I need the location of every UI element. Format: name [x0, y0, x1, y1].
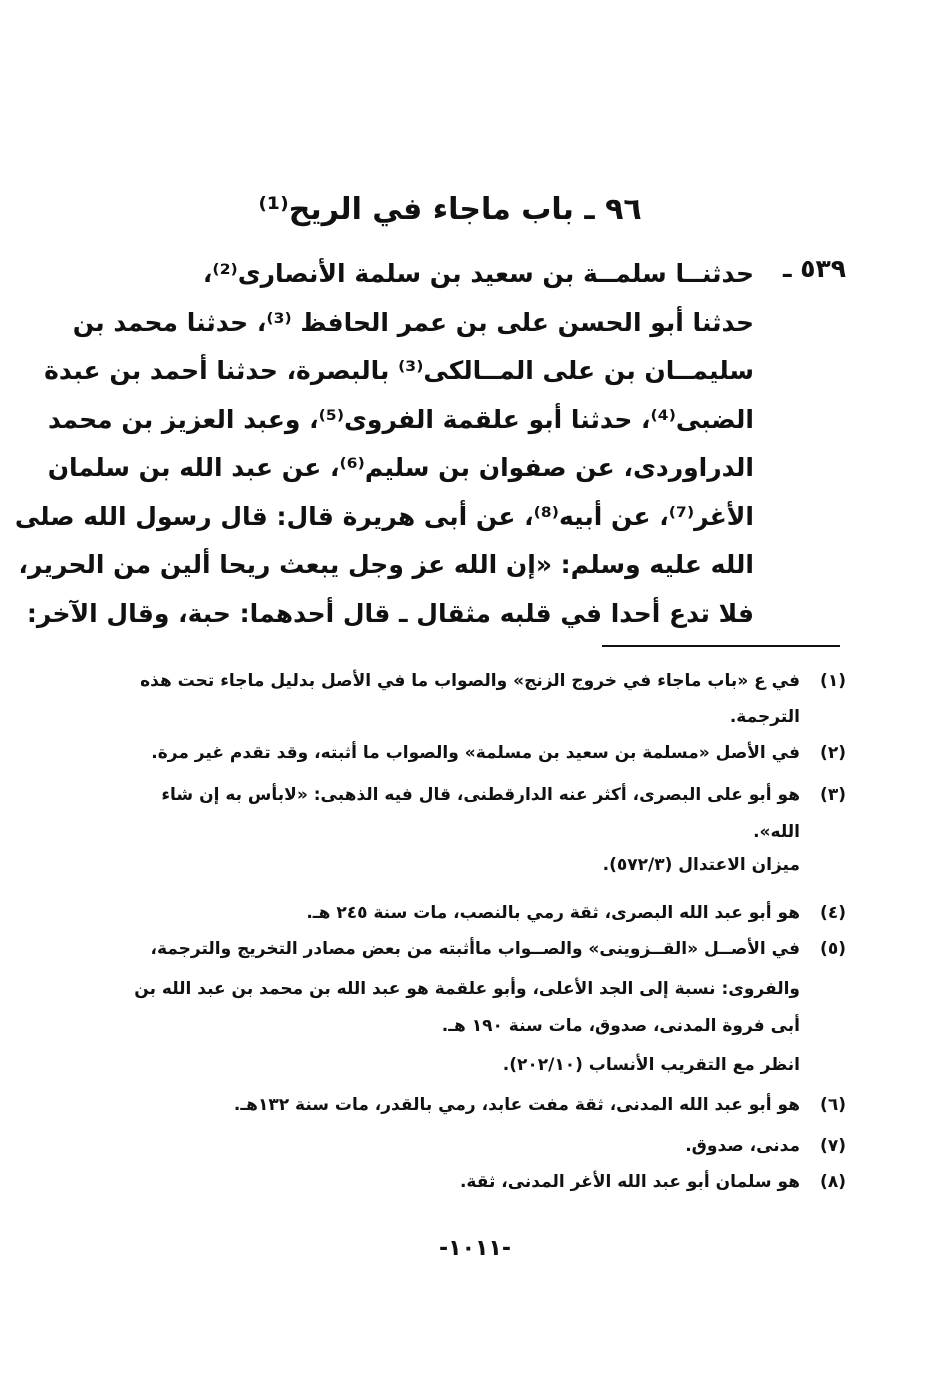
footnote-5-reference: انظر مع التقريب الأنساب (٢٠٢/١٠). — [502, 1055, 800, 1075]
footnote-3 — [161, 785, 846, 805]
footnote-number: (٣) — [820, 785, 846, 805]
hadith-number: ٥٣٩ ـ — [782, 254, 846, 283]
footnote-3-reference: ميزان الاعتدال (٥٧٢/٣). — [602, 855, 800, 875]
hadith-line: الضبى⁽⁴⁾، حدثنا أبو علقمة الفروى⁽⁵⁾، وعبد العزيز بن محمد — [47, 404, 754, 434]
footnote-text: هو أبو عبد الله البصرى، ثقة رمي بالنصب، مات سنة ٢٤٥ هـ. — [306, 903, 800, 923]
hadith-line: فلا تدع أحدا في قلبه مثقال ـ قال أحدهما: حبة، وقال الآخر: — [26, 598, 754, 628]
footnote-1-continuation: الترجمة. — [729, 707, 800, 727]
hadith-line: الأغر⁽⁷⁾، عن أبيه⁽⁸⁾، عن أبى هريرة قال: قال رسول الله صلى — [14, 501, 754, 531]
hadith-line: سليمــان بن على المــالكى⁽³⁾ بالبصرة، حدثنا أحمد بن عبدة — [44, 356, 754, 385]
footnote-text: هو أبو عبد الله المدنى، ثقة مفت عابد، رمي بالقدر، مات سنة ١٣٢هـ. — [233, 1095, 800, 1115]
footnote-number: (٤) — [820, 903, 846, 923]
footnote-text: هو سلمان أبو عبد الله الأغر المدنى، ثقة. — [459, 1172, 800, 1192]
footnote-1 — [140, 671, 846, 691]
footnote-text: هو أبو على البصرى، أكثر عنه الدارقطنى، قال فيه الذهبى: «لابأس به إن شاء — [161, 785, 800, 805]
footnote-7 — [685, 1136, 846, 1156]
footnote-2 — [151, 743, 846, 763]
footnote-text: في الأصــل «القــزوينى» والصــواب ماأثبته من بعض مصادر التخريج والترجمة، — [150, 939, 800, 959]
footnote-number: (٥) — [820, 939, 846, 959]
footnote-5 — [150, 939, 846, 959]
hadith-line: حدثنــا سلمــة بن سعيد بن سلمة الأنصارى⁽²⁾، — [202, 259, 754, 288]
hadith-line: حدثنا أبو الحسن على بن عمر الحافظ ⁽³⁾، حدثنا محمد بن — [72, 307, 754, 337]
footnote-3-continuation: الله». — [753, 822, 800, 842]
page-number: -١٠١١- — [439, 1236, 511, 1261]
footnote-8 — [460, 1172, 846, 1192]
footnote-number: (٢) — [820, 743, 846, 763]
hadith-line: الله عليه وسلم: «إن الله عز وجل يبعث ريحا ألين من الحرير، — [18, 550, 754, 579]
footnote-text: مدنى، صدوق. — [685, 1136, 800, 1156]
footnote-separator — [602, 645, 840, 647]
hadith-text — [14, 250, 754, 638]
hadith-line: الدراوردى، عن صفوان بن سليم⁽⁶⁾، عن عبد الله بن سلمان — [47, 453, 754, 482]
footnote-4 — [306, 903, 846, 923]
footnote-number: (٧) — [820, 1136, 846, 1156]
footnote-number: (٦) — [820, 1095, 846, 1115]
footnote-number: (٨) — [820, 1172, 846, 1192]
footnote-number: (١) — [820, 671, 846, 691]
footnote-text: في الأصل «مسلمة بن سعيد بن مسلمة» والصواب ما أثبته، وقد تقدم غير مرة. — [151, 743, 800, 763]
footnote-text: في ع «باب ماجاء في خروج الزنج» والصواب ما في الأصل بدليل ماجاء تحت هذه — [140, 671, 800, 691]
chapter-title: ٩٦ ـ باب ماجاء في الريح⁽¹⁾ — [258, 192, 642, 227]
footnote-6 — [234, 1095, 846, 1115]
footnote-5-continuation: أبى فروة المدنى، صدوق، مات سنة ١٩٠ هـ. — [441, 1016, 800, 1036]
footnote-5-continuation: والفروى: نسبة إلى الجد الأعلى، وأبو علقمة هو عبد الله بن محمد بن عبد الله بن — [134, 979, 800, 999]
